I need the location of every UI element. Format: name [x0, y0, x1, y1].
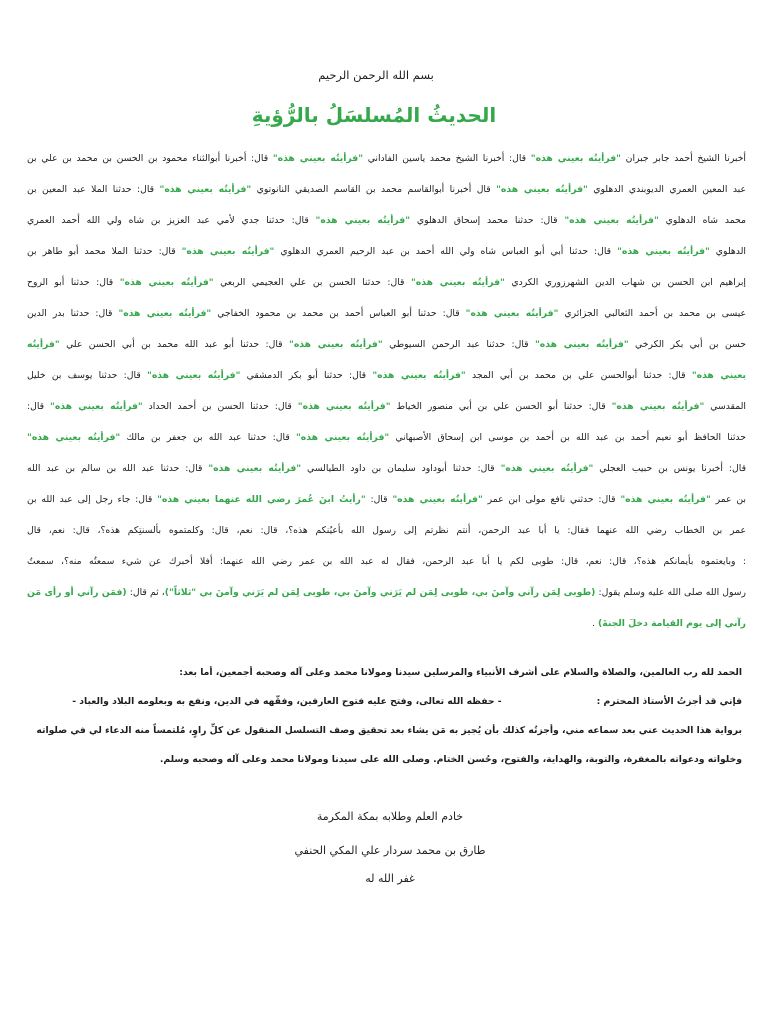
isnad-line — [27, 143, 746, 174]
isnad-line — [27, 236, 746, 267]
narration-quote: "فرأيتُه بعيني هذه" — [611, 401, 705, 412]
isnad-text: قال: حدثنا بدر الدين — [27, 308, 119, 319]
isnad-text: قال: حدثنا أبي أبو العباس شاه ولي الله أحمد بن عبد الرحيم العمري الدهلوي — [274, 246, 618, 257]
isnad-line — [27, 174, 746, 205]
isnad-line — [27, 608, 746, 639]
narration-quote: "فرأيتُه بعيني هذه" — [50, 401, 143, 412]
narration-quote: "فرأيتُه بعيني هذه" — [295, 432, 390, 443]
isnad-text: قال أخبرنا أبوالقاسم محمد بن القاسم الصديقي النانوتوي — [251, 184, 497, 195]
isnad-text: بن عمر — [710, 494, 746, 505]
narration-quote: (فمَن رآني أو رأى مَن — [27, 587, 127, 598]
isnad-text: . — [592, 618, 599, 629]
narration-quote: بعيني هذه" — [691, 370, 746, 381]
narration-quote: "فرأيتُه — [27, 339, 60, 350]
isnad-line — [27, 422, 746, 453]
narration-quote: "فرأيتُه بعيني هذه" — [272, 153, 364, 164]
isnad-line — [27, 577, 746, 608]
isnad-text: قال: حدثنا الملا محمد أبو طاهر بن — [27, 246, 182, 257]
isnad-text: قال: حدثنا جدي لأمي عبد العزيز بن شاه ولي الله أحمد العمري — [27, 215, 316, 226]
isnad-text: قال: حدثنا الملا عبد المعين بن — [27, 184, 160, 195]
isnad-text: عبد المعين العمري الديوبندي الدهلوي — [587, 184, 746, 195]
narration-quote: "فرأيتُه بعيني هذه" — [410, 277, 505, 288]
isnad-text: قال: أخبرنا الشيخ محمد ياسين الفاداني — [363, 153, 531, 164]
isnad-text: أخبرنا الشيخ أحمد جابر جبران — [620, 153, 747, 164]
isnad-text: قال: حدثنا أبو الروح — [27, 277, 120, 288]
isnad-text: قال: حدثنا يوسف بن خليل — [27, 370, 148, 381]
narration-quote: "فرأيتُه بعيني هذه" — [159, 184, 252, 195]
ijaza-grant-line — [26, 687, 742, 716]
narration-quote: "فرأيتُه بعيني هذه" — [465, 308, 559, 319]
isnad-text: قال: أخبرنا أبوالثناء محمود بن الحسن بن محمد بن علي بن — [27, 153, 273, 164]
grant-prefix: فإني قد أجزتُ الأستاذ المحترم : — [596, 696, 742, 707]
document-title: الحديثُ المُسلسَلُ بالرُّؤيةِ — [251, 103, 497, 127]
signature-name: طارق بن محمد سردار علي المكي الحنفي — [294, 844, 486, 857]
isnad-text: عيسى بن محمد بن أحمد الثعالبي الجزائري — [558, 308, 747, 319]
narration-quote: "فرأيتُه بعيني هذه" — [620, 494, 711, 505]
narration-quote: "فرأيتُه بعيني هذه" — [530, 153, 621, 164]
isnad-line — [27, 546, 746, 577]
ijaza-closing: وخلواته ودعواته بالمغفرة، والتوبة، والهداية، والفتوح، وحُسن الختام. وصلى الله على سيدنا ومولانا محمد وعلى آله وصحبه وسلم. — [159, 754, 742, 765]
ijaza-permission: برواية هذا الحديث عني بعد سماعه مني، وأجزتُه كذلك بأن يُجيز به مَن يشاء بعد تحقيق وصف التسلسل المنقول عن كلِّ راوٍ، مُلتمساً منه الدعاء لي في صلواته — [36, 725, 742, 736]
signature-prayer: غفر الله له — [365, 872, 415, 885]
isnad-text: حسن بن أبي بكر الكرخي — [628, 339, 746, 350]
isnad-text: حدثنا الحافظ أبو نعيم أحمد بن عبد الله بن أحمد بن موسى ابن إسحاق الأصبهاني — [389, 432, 747, 443]
isnad-text: قال: حدثنا أبوداود سليمان بن داود الطيالسي — [301, 463, 501, 474]
narration-quote: "فرأيتُه بعيني هذه" — [500, 463, 594, 474]
isnad-text: قال: حدثنا محمد إسحاق الدهلوي — [410, 215, 565, 226]
isnad-line — [27, 267, 746, 298]
isnad-text: قال: حدثنا أبو بكر الدمشقي — [240, 370, 373, 381]
narration-quote: "فرأيتُه بعيني هذه" — [372, 370, 466, 381]
narration-quote: "فرأيتُه بعيني هذه" — [297, 401, 391, 412]
isnad-text: قال: حدثنا عبد الرحمن السيوطي — [382, 339, 535, 350]
isnad-line — [27, 453, 746, 484]
isnad-text: قال: جاء رجل إلى عبد الله بن — [27, 494, 158, 505]
isnad-text: رسول الله صلى الله عليه وسلم يقول: — [595, 587, 746, 598]
opening-praise: الحمد لله رب العالمين، والصلاة والسلام على أشرف الأنبياء والمرسلين سيدنا ومولانا محمد وعلى آله وصحبه أجمعين، أما بعد: — [179, 667, 742, 678]
isnad-text: قال: حدثنا أبو العباس أحمد بن محمد بن محمود الخفاجي — [211, 308, 466, 319]
narration-quote: "رأيتُ ابنَ عُمرَ رضي الله عنهما بعيني هذه" — [157, 494, 366, 505]
narration-quote: "فرأيتُه بعيني هذه" — [289, 339, 383, 350]
isnad-text: قال: — [365, 494, 393, 505]
isnad-text: محمد شاه الدهلوي — [658, 215, 746, 226]
isnad-line — [27, 298, 746, 329]
isnad-text: قال: حدثني نافع مولى ابن عمر — [482, 494, 621, 505]
isnad-text: قال: أخبرنا يونس بن حبيب العجلي — [593, 463, 746, 474]
isnad-text: المقدسي — [704, 401, 746, 412]
narration-quote: "فرأيتُه بعيني هذه" — [147, 370, 241, 381]
narration-quote: رآني إلى يوم القيامة دخلَ الجنةَ) — [598, 618, 746, 629]
isnad-line — [27, 391, 746, 422]
isnad-text: عمر بن الخطاب رضي الله عنهما فقال: يا أبا عبد الرحمن، أنتم نظرتم إلى رسول الله بأعيُنكم هذه؟، قال: نعم، قال: وكلمتموه بألسنتِكم هذه؟، قال: نعم، قال — [27, 525, 746, 536]
isnad-line — [27, 484, 746, 515]
narration-quote: "فرأيتُه بعيني هذه" — [564, 215, 659, 226]
narration-quote: "فرأيتُه بعيني هذه" — [181, 246, 275, 257]
isnad-line — [27, 360, 746, 391]
narration-quote: "فرأيتُه بعيني هذه" — [27, 432, 121, 443]
isnad-text: قال: حدثنا الحسن بن علي العجيمي الربعي — [213, 277, 411, 288]
narration-quote: "فرأيتُه بعيني هذه" — [392, 494, 483, 505]
isnad-text: قال: حدثنا الحسن بن أحمد الحداد — [142, 401, 298, 412]
isnad-text: قال: حدثنا عبد الله بن جعفر بن مالك — [120, 432, 296, 443]
recipient-name-blank — [502, 703, 597, 704]
narration-quote: "فرأيتُه بعيني هذه" — [315, 215, 411, 226]
isnad-text: قال: حدثنا عبد الله بن سالم بن عبد الله — [27, 463, 209, 474]
isnad-text: قال: حدثنا أبو عبد الله محمد بن أبي الحسن علي — [59, 339, 289, 350]
ijaza-text — [26, 658, 742, 774]
isnad-text: الدهلوي — [709, 246, 746, 257]
narration-quote: "فرأيتُه بعيني هذه" — [118, 308, 212, 319]
narration-quote: (طوبى لِمَن رآني وآمنَ بي، طوبى لِمَن لم يَرَني وآمنَ بي، طوبى لِمَن لم يَرَني وآمنَ بي "ثلاثاً") — [164, 587, 596, 598]
narration-quote: "فرأيتُه بعيني هذه" — [534, 339, 629, 350]
isnad-chain — [27, 143, 746, 639]
isnad-line — [27, 515, 746, 546]
isnad-text: : وبايعتموه بأيمانكم هذه؟، قال: نعم، قال: طوبى لكم يا أبا عبد الرحمن، فقال له عبد الله بن عمر رضي الله عنهما: أفلا أخبرك عن شيء سمعتُه منه؟، سمعتُ — [27, 556, 746, 567]
signature-role: خادم العلم وطلابه بمكة المكرمة — [316, 810, 464, 823]
narration-quote: "فرأيتُه بعيني هذه" — [208, 463, 302, 474]
isnad-text: قال: حدثنا أبو الحسن علي بن أبي منصور الخياط — [390, 401, 612, 412]
basmala: بسم الله الرحمن الرحيم — [318, 68, 434, 82]
narration-quote: "فرأيتُه بعيني هذه" — [617, 246, 710, 257]
narration-quote: "فرأيتُه بعيني هذه" — [119, 277, 214, 288]
grant-suffix: - حفظه الله تعالى، وفتح عليه فتوح العارفين، وفقّهه في الدين، ونفع به وبعلومه البلاد والعباد - — [72, 696, 502, 707]
isnad-text: قال: — [27, 401, 51, 412]
isnad-text: ، ثم قال: — [126, 587, 165, 598]
isnad-line — [27, 205, 746, 236]
narration-quote: "فرأيتُه بعيني هذه" — [496, 184, 588, 195]
isnad-line — [27, 329, 746, 360]
isnad-text: إبراهيم ابن الحسن بن شهاب الدين الشهرزوري الكردي — [504, 277, 746, 288]
isnad-text: قال: حدثنا أبوالحسن علي بن محمد بن أبي المجد — [465, 370, 692, 381]
